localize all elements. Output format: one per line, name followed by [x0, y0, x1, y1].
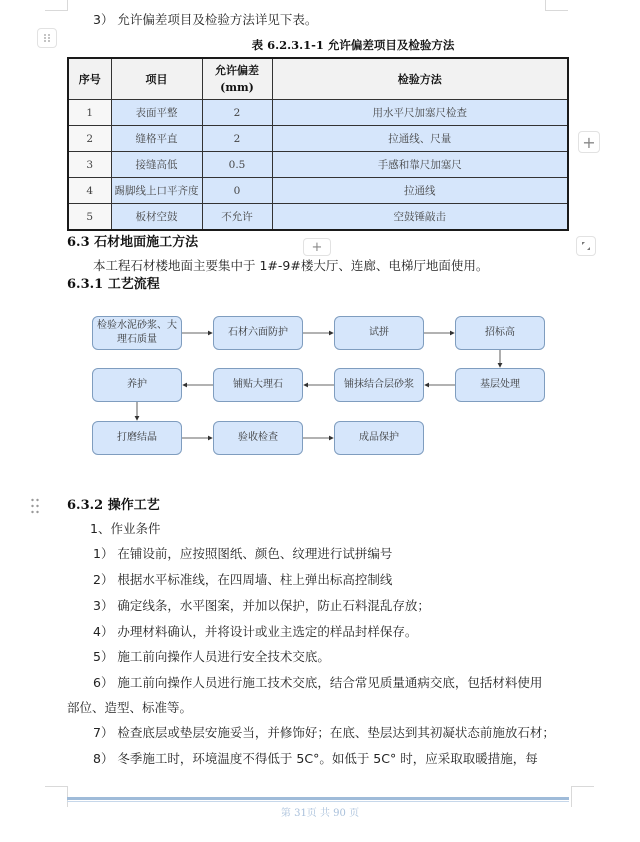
intro-line: 3） 允许偏差项目及检验方法详见下表。: [93, 12, 318, 27]
header-tolerance: [202, 58, 272, 100]
list-item: 6） 施工前向操作人员进行施工技术交底，结合常见质量通病交底，包括材料使用: [93, 675, 543, 690]
page-corner-mark: [545, 0, 568, 11]
list-item: 4） 办理材料确认，并将设计或业主选定的样品封样保存。: [93, 624, 418, 639]
header-method: 检验方法: [272, 58, 568, 100]
resize-icon: [581, 241, 591, 251]
cell-no: 1: [68, 100, 111, 126]
header-no: 序号: [68, 58, 111, 100]
cell-no: 3: [68, 152, 111, 178]
header-item: 项目: [111, 58, 202, 100]
list-item: 3） 确定线条，水平图案，并加以保护，防止石料混乱存放；: [93, 598, 430, 613]
table-resize-button[interactable]: [576, 236, 596, 256]
flow-step: 铺抹结合层砂浆: [334, 368, 424, 402]
cell-method: 拉通线、尺量: [272, 126, 568, 152]
page-corner-mark: [45, 0, 68, 11]
section-title-6-3: 6.3 石材地面施工方法: [67, 235, 199, 250]
header-tolerance-label: 允许偏差: [215, 64, 259, 77]
cell-method: 手感和靠尺加塞尺: [272, 152, 568, 178]
list-item: 2） 根据水平标准线，在四周墙、柱上弹出标高控制线: [93, 572, 393, 587]
cell-method: 拉通线: [272, 178, 568, 204]
table-row: [68, 178, 568, 204]
flow-step: 成品保护: [334, 421, 424, 455]
flow-step: 打磨结晶: [92, 421, 182, 455]
flow-step: 招标高: [455, 316, 545, 350]
header-tolerance-unit: (mm): [220, 81, 254, 94]
cell-item: 接缝高低: [111, 152, 202, 178]
cell-tolerance: 2: [202, 126, 272, 152]
flow-step: 基层处理: [455, 368, 545, 402]
table-row: [68, 100, 568, 126]
plus-icon: +: [582, 132, 596, 152]
footer-divider: [67, 797, 569, 800]
table-row: [68, 126, 568, 152]
cell-item: 缝格平直: [111, 126, 202, 152]
page-number: 第 31页 共 90 页: [280, 808, 360, 819]
flow-step: 铺贴大理石: [213, 368, 303, 402]
list-item: 7） 检查底层或垫层安施妥当，并修饰好；在底、垫层达到其初凝状态前施放石材；: [93, 725, 555, 740]
flow-step: 验收检查: [213, 421, 303, 455]
plus-icon: +: [311, 239, 323, 255]
cell-item: 板材空鼓: [111, 204, 202, 231]
cell-no: 4: [68, 178, 111, 204]
list-item: 5） 施工前向操作人员进行安全技术交底。: [93, 649, 330, 664]
subsection-title: 1、作业条件: [90, 521, 161, 536]
table-header-row: [68, 58, 568, 100]
cell-no: 5: [68, 204, 111, 231]
cell-item: 踢脚线上口平齐度: [111, 178, 202, 204]
table-row: [68, 152, 568, 178]
cell-tolerance: 不允许: [202, 204, 272, 231]
flow-step: 石材六面防护: [213, 316, 303, 350]
add-column-button[interactable]: [578, 131, 600, 153]
table-row: [68, 204, 568, 231]
list-item: 8） 冬季施工时，环境温度不得低于 5C°。如低于 5C° 时，应采取取暖措施，每: [93, 751, 538, 766]
paragraph-drag-handle-icon[interactable]: [30, 497, 40, 515]
cell-tolerance: 0: [202, 178, 272, 204]
flow-step: 养护: [92, 368, 182, 402]
section-body: 本工程石材楼地面主要集中于 1#-9#楼大厅、连廊、电梯厅地面使用。: [93, 258, 489, 273]
cell-tolerance: 2: [202, 100, 272, 126]
cell-no: 2: [68, 126, 111, 152]
list-item: 1） 在铺设前，应按照图纸、颜色、纹理进行试拼编号: [93, 546, 393, 561]
cell-method: 用水平尺加塞尺检查: [272, 100, 568, 126]
deviation-table: [67, 57, 569, 231]
flow-step: 检验水泥砂浆、大理石质量: [92, 316, 182, 350]
flow-step: 试拼: [334, 316, 424, 350]
cell-item: 表面平整: [111, 100, 202, 126]
section-title-6-3-1: 6.3.1 工艺流程: [67, 277, 160, 292]
footer-divider: [67, 801, 569, 802]
table-caption: 表 6.2.3.1-1 允许偏差项目及检验方法: [251, 38, 455, 52]
list-item-continuation: 部位、造型、标准等。: [67, 700, 193, 715]
section-title-6-3-2: 6.3.2 操作工艺: [67, 498, 160, 513]
cell-tolerance: 0.5: [202, 152, 272, 178]
cell-method: 空鼓锤敲击: [272, 204, 568, 231]
add-row-button[interactable]: [303, 238, 331, 256]
